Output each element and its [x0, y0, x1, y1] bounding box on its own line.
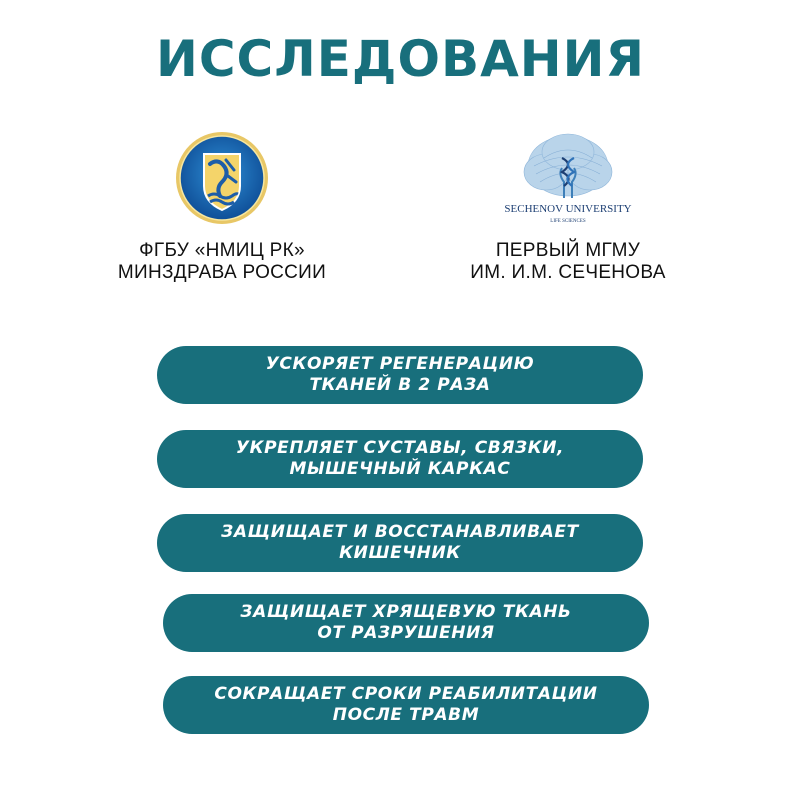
caption-line: ПЕРВЫЙ МГМУ	[495, 240, 641, 261]
benefit-pill-intestine	[157, 514, 643, 572]
institution-nmic	[72, 128, 372, 284]
institution-sechenov	[418, 128, 718, 284]
benefit-pill-joints	[157, 430, 643, 488]
sechenov-logo-subtext: LIFE SCIENCES	[550, 219, 586, 224]
benefit-line: МЫШЕЧНЫЙ КАРКАС	[289, 459, 511, 479]
institution-caption	[72, 240, 372, 284]
caption-line: МИНЗДРАВА РОССИИ	[117, 262, 327, 283]
benefit-line: ТКАНЕЙ В 2 РАЗА	[309, 375, 491, 395]
benefit-line: УСКОРЯЕТ РЕГЕНЕРАЦИЮ	[265, 354, 535, 374]
benefit-pill-regeneration	[157, 346, 643, 404]
benefit-pill-rehab	[163, 676, 649, 734]
nmic-emblem-icon	[174, 130, 270, 226]
benefit-line: ЗАЩИЩАЕТ ХРЯЩЕВУЮ ТКАНЬ	[240, 602, 572, 622]
institution-caption	[418, 240, 718, 284]
benefit-line: ПОСЛЕ ТРАВМ	[332, 705, 480, 725]
sechenov-tree-logo-icon	[498, 128, 638, 228]
caption-line: ИМ. И.М. СЕЧЕНОВА	[470, 262, 666, 283]
benefit-line: ЗАЩИЩАЕТ И ВОССТАНАВЛИВАЕТ	[221, 522, 579, 542]
benefit-line: УКРЕПЛЯЕТ СУСТАВЫ, СВЯЗКИ,	[235, 438, 565, 458]
benefit-line: КИШЕЧНИК	[339, 543, 461, 563]
caption-line: ФГБУ «НМИЦ РК»	[139, 240, 305, 261]
sechenov-logo-text: SECHENOV UNIVERSITY	[504, 203, 632, 215]
page-title: ИССЛЕДОВАНИЯ	[156, 30, 645, 88]
benefit-line: СОКРАЩАЕТ СРОКИ РЕАБИЛИТАЦИИ	[214, 684, 598, 704]
benefit-line: ОТ РАЗРУШЕНИЯ	[317, 623, 495, 643]
benefit-pill-cartilage	[163, 594, 649, 652]
